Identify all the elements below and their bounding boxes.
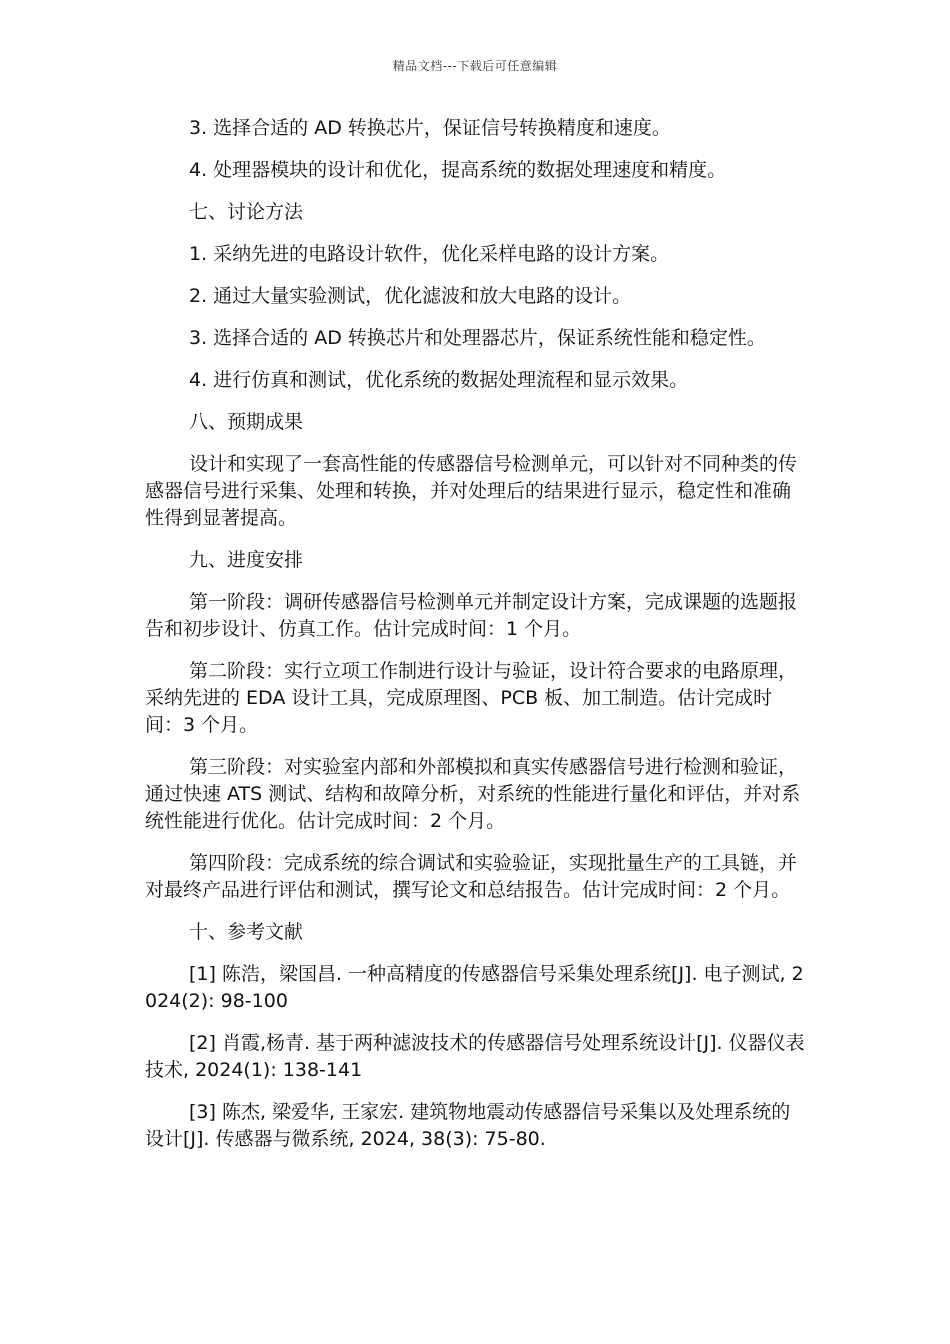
list-item: 4. 处理器模块的设计和优化，提高系统的数据处理速度和精度。 (189, 159, 727, 181)
document-body (145, 115, 805, 1168)
body-paragraph: 第一阶段：调研传感器信号检测单元并制定设计方案，完成课题的选题报告和初步设计、仿真工作。估计完成时间：1 个月。 (145, 591, 798, 640)
reference-item: [1] 陈浩，梁国昌. 一种高精度的传感器信号采集处理系统[J]. 电子测试, 2024(2): 98-100 (145, 963, 804, 1012)
section-heading: 八、预期成果 (189, 411, 304, 433)
body-paragraph: 第二阶段：实行立项工作制进行设计与验证，设计符合要求的电路原理，采纳先进的 EDA 设计工具，完成原理图、PCB 板、加工制造。估计完成时间：3 个月。 (145, 660, 798, 736)
page-header: 精品文档---下载后可任意编辑 (392, 59, 558, 73)
list-item: 4. 进行仿真和测试，优化系统的数据处理流程和显示效果。 (189, 369, 689, 391)
reference-item: [3] 陈杰, 梁爱华, 王家宏. 建筑物地震动传感器信号采集以及处理系统的设计[J]. 传感器与微系统, 2024, 38(3): 75-80. (145, 1101, 791, 1150)
section-heading: 九、进度安排 (189, 549, 304, 571)
body-paragraph: 第三阶段：对实验室内部和外部模拟和真实传感器信号进行检测和验证，通过快速 ATS 测试、结构和故障分析，对系统的性能进行量化和评估，并对系统性能进行优化。估计完成时间：2 个月。 (145, 756, 801, 832)
list-item: 3. 选择合适的 AD 转换芯片，保证信号转换精度和速度。 (189, 117, 671, 139)
list-item: 3. 选择合适的 AD 转换芯片和处理器芯片，保证系统性能和稳定性。 (189, 327, 766, 349)
section-heading: 七、讨论方法 (189, 201, 304, 223)
reference-item: [2] 肖霞,杨青. 基于两种滤波技术的传感器信号处理系统设计[J]. 仪器仪表技术, 2024(1): 138-141 (145, 1032, 805, 1081)
section-heading: 十、参考文献 (189, 921, 304, 943)
body-paragraph: 设计和实现了一套高性能的传感器信号检测单元，可以针对不同种类的传感器信号进行采集、处理和转换，并对处理后的结果进行显示，稳定性和准确性得到显著提高。 (145, 453, 798, 529)
list-item: 2. 通过大量实验测试，优化滤波和放大电路的设计。 (189, 285, 632, 307)
list-item: 1. 采纳先进的电路设计软件，优化采样电路的设计方案。 (189, 243, 670, 265)
body-paragraph: 第四阶段：完成系统的综合调试和实验验证，实现批量生产的工具链，并对最终产品进行评估和测试，撰写论文和总结报告。估计完成时间：2 个月。 (145, 852, 798, 901)
